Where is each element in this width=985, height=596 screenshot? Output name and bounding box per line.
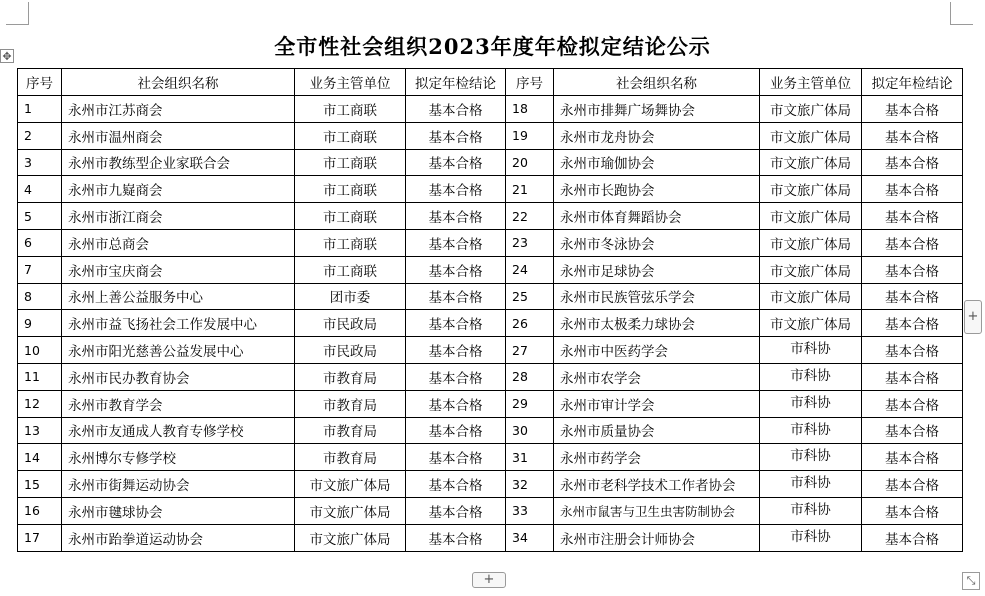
- left-dept-cell: 市教育局: [295, 390, 406, 417]
- right-name-cell: 永州市排舞广场舞协会: [554, 96, 760, 123]
- right-dept-cell: 市科协: [760, 444, 862, 471]
- right-dept-cell: 市文旅广体局: [760, 310, 862, 337]
- left-dept-cell: 市工商联: [295, 256, 406, 283]
- right-name-cell: 永州市药学会: [554, 444, 760, 471]
- left-no-cell: 3: [18, 149, 62, 176]
- add-row-plus-icon[interactable]: +: [472, 572, 506, 588]
- left-no-cell: 11: [18, 363, 62, 390]
- left-result-cell: 基本合格: [406, 524, 506, 551]
- table-row: [18, 149, 963, 176]
- right-result-cell: 基本合格: [862, 524, 963, 551]
- table-row: [18, 96, 963, 123]
- left-result-cell: 基本合格: [406, 96, 506, 123]
- right-no-cell: 30: [506, 417, 554, 444]
- header-cell: 序号: [18, 69, 62, 96]
- right-no-cell: 24: [506, 256, 554, 283]
- left-no-cell: 16: [18, 497, 62, 524]
- right-no-cell: 19: [506, 122, 554, 149]
- right-name-cell: 永州市太极柔力球协会: [554, 310, 760, 337]
- table-row: [18, 363, 963, 390]
- right-no-cell: 18: [506, 96, 554, 123]
- left-result-cell: 基本合格: [406, 444, 506, 471]
- right-no-cell: 22: [506, 203, 554, 230]
- table-body: [18, 96, 963, 552]
- left-name-cell: 永州市浙江商会: [62, 203, 295, 230]
- add-column-plus-icon[interactable]: +: [964, 300, 982, 334]
- left-result-cell: 基本合格: [406, 122, 506, 149]
- right-dept-cell: 市文旅广体局: [760, 96, 862, 123]
- left-dept-cell: 市工商联: [295, 176, 406, 203]
- right-no-cell: 28: [506, 363, 554, 390]
- table-row: [18, 390, 963, 417]
- table-row: [18, 497, 963, 524]
- left-dept-cell: 市文旅广体局: [295, 471, 406, 498]
- left-dept-cell: 市民政局: [295, 310, 406, 337]
- left-no-cell: 9: [18, 310, 62, 337]
- right-no-cell: 21: [506, 176, 554, 203]
- right-name-cell: 永州市中医药学会: [554, 337, 760, 364]
- right-result-cell: 基本合格: [862, 310, 963, 337]
- left-no-cell: 2: [18, 122, 62, 149]
- right-name-cell: 永州市足球协会: [554, 256, 760, 283]
- header-cell: 拟定年检结论: [862, 69, 963, 96]
- left-result-cell: 基本合格: [406, 283, 506, 310]
- right-result-cell: 基本合格: [862, 444, 963, 471]
- right-no-cell: 26: [506, 310, 554, 337]
- left-result-cell: 基本合格: [406, 149, 506, 176]
- header-cell: 业务主管单位: [295, 69, 406, 96]
- right-result-cell: 基本合格: [862, 203, 963, 230]
- left-result-cell: 基本合格: [406, 471, 506, 498]
- left-dept-cell: 市工商联: [295, 203, 406, 230]
- left-no-cell: 7: [18, 256, 62, 283]
- right-result-cell: 基本合格: [862, 337, 963, 364]
- right-no-cell: 23: [506, 229, 554, 256]
- left-no-cell: 10: [18, 337, 62, 364]
- left-result-cell: 基本合格: [406, 363, 506, 390]
- page-corner-top-left: [6, 2, 29, 25]
- left-result-cell: 基本合格: [406, 417, 506, 444]
- left-dept-cell: 市教育局: [295, 417, 406, 444]
- header-cell: 序号: [506, 69, 554, 96]
- page-corner-top-right: [950, 2, 973, 25]
- left-no-cell: 1: [18, 96, 62, 123]
- left-no-cell: 13: [18, 417, 62, 444]
- right-name-cell: 永州市体育舞蹈协会: [554, 203, 760, 230]
- table-row: [18, 524, 963, 551]
- right-no-cell: 25: [506, 283, 554, 310]
- right-dept-cell: 市文旅广体局: [760, 122, 862, 149]
- left-no-cell: 17: [18, 524, 62, 551]
- left-name-cell: 永州市民办教育协会: [62, 363, 295, 390]
- left-name-cell: 永州市温州商会: [62, 122, 295, 149]
- left-name-cell: 永州市教育学会: [62, 390, 295, 417]
- right-no-cell: 20: [506, 149, 554, 176]
- left-dept-cell: 市工商联: [295, 149, 406, 176]
- left-name-cell: 永州市友通成人教育专修学校: [62, 417, 295, 444]
- left-dept-cell: 市工商联: [295, 96, 406, 123]
- right-name-cell: 永州市注册会计师协会: [554, 524, 760, 551]
- right-no-cell: 32: [506, 471, 554, 498]
- right-no-cell: 31: [506, 444, 554, 471]
- right-result-cell: 基本合格: [862, 497, 963, 524]
- left-name-cell: 永州市益飞扬社会工作发展中心: [62, 310, 295, 337]
- left-result-cell: 基本合格: [406, 337, 506, 364]
- left-no-cell: 8: [18, 283, 62, 310]
- left-dept-cell: 团市委: [295, 283, 406, 310]
- right-name-cell: 永州市瑜伽协会: [554, 149, 760, 176]
- table-row: [18, 229, 963, 256]
- left-dept-cell: 市工商联: [295, 122, 406, 149]
- right-name-cell: 永州市长跑协会: [554, 176, 760, 203]
- left-result-cell: 基本合格: [406, 256, 506, 283]
- right-name-cell: 永州市质量协会: [554, 417, 760, 444]
- table-header-row: [18, 69, 963, 96]
- table-row: [18, 337, 963, 364]
- left-name-cell: 永州市宝庆商会: [62, 256, 295, 283]
- left-result-cell: 基本合格: [406, 176, 506, 203]
- table-row: [18, 283, 963, 310]
- right-dept-cell: 市科协: [760, 337, 862, 364]
- right-name-cell: 永州市农学会: [554, 363, 760, 390]
- left-result-cell: 基本合格: [406, 390, 506, 417]
- left-result-cell: 基本合格: [406, 310, 506, 337]
- right-dept-cell: 市科协: [760, 471, 862, 498]
- right-name-cell: 永州市老科学技术工作者协会: [554, 471, 760, 498]
- right-dept-cell: 市科协: [760, 390, 862, 417]
- right-dept-cell: 市文旅广体局: [760, 203, 862, 230]
- table-row: [18, 122, 963, 149]
- right-dept-cell: 市科协: [760, 417, 862, 444]
- right-result-cell: 基本合格: [862, 471, 963, 498]
- right-name-cell: 永州市民族管弦乐学会: [554, 283, 760, 310]
- right-dept-cell: 市科协: [760, 524, 862, 551]
- left-dept-cell: 市文旅广体局: [295, 524, 406, 551]
- table-move-icon[interactable]: ✥: [0, 49, 14, 63]
- right-no-cell: 33: [506, 497, 554, 524]
- right-dept-cell: 市文旅广体局: [760, 149, 862, 176]
- right-no-cell: 34: [506, 524, 554, 551]
- left-result-cell: 基本合格: [406, 229, 506, 256]
- right-result-cell: 基本合格: [862, 122, 963, 149]
- right-name-cell: 永州市龙舟协会: [554, 122, 760, 149]
- table-row: [18, 310, 963, 337]
- right-no-cell: 27: [506, 337, 554, 364]
- right-result-cell: 基本合格: [862, 256, 963, 283]
- left-name-cell: 永州市江苏商会: [62, 96, 295, 123]
- table-row: [18, 471, 963, 498]
- table-row: [18, 417, 963, 444]
- right-dept-cell: 市文旅广体局: [760, 256, 862, 283]
- left-dept-cell: 市教育局: [295, 363, 406, 390]
- left-no-cell: 15: [18, 471, 62, 498]
- left-dept-cell: 市文旅广体局: [295, 497, 406, 524]
- left-dept-cell: 市民政局: [295, 337, 406, 364]
- table-resize-icon[interactable]: ⤡: [962, 572, 980, 590]
- left-no-cell: 14: [18, 444, 62, 471]
- left-no-cell: 12: [18, 390, 62, 417]
- right-result-cell: 基本合格: [862, 390, 963, 417]
- left-dept-cell: 市工商联: [295, 229, 406, 256]
- left-no-cell: 5: [18, 203, 62, 230]
- right-result-cell: 基本合格: [862, 149, 963, 176]
- left-name-cell: 永州博尔专修学校: [62, 444, 295, 471]
- table-row: [18, 176, 963, 203]
- right-result-cell: 基本合格: [862, 229, 963, 256]
- right-result-cell: 基本合格: [862, 417, 963, 444]
- left-name-cell: 永州市九嶷商会: [62, 176, 295, 203]
- right-dept-cell: 市科协: [760, 497, 862, 524]
- left-name-cell: 永州市毽球协会: [62, 497, 295, 524]
- header-cell: 社会组织名称: [554, 69, 760, 96]
- header-cell: 拟定年检结论: [406, 69, 506, 96]
- right-result-cell: 基本合格: [862, 96, 963, 123]
- right-no-cell: 29: [506, 390, 554, 417]
- left-no-cell: 6: [18, 229, 62, 256]
- table-row: [18, 256, 963, 283]
- right-result-cell: 基本合格: [862, 176, 963, 203]
- right-dept-cell: 市文旅广体局: [760, 229, 862, 256]
- right-dept-cell: 市文旅广体局: [760, 176, 862, 203]
- left-name-cell: 永州市总商会: [62, 229, 295, 256]
- left-result-cell: 基本合格: [406, 203, 506, 230]
- right-name-cell: 永州市审计学会: [554, 390, 760, 417]
- annual-inspection-table: [17, 68, 963, 552]
- right-dept-cell: 市文旅广体局: [760, 283, 862, 310]
- left-result-cell: 基本合格: [406, 497, 506, 524]
- page-title: 全市性社会组织2023年度年检拟定结论公示: [274, 34, 711, 59]
- left-name-cell: 永州市阳光慈善公益发展中心: [62, 337, 295, 364]
- left-no-cell: 4: [18, 176, 62, 203]
- right-name-cell: 永州市冬泳协会: [554, 229, 760, 256]
- header-cell: 社会组织名称: [62, 69, 295, 96]
- left-name-cell: 永州市跆拳道运动协会: [62, 524, 295, 551]
- left-name-cell: 永州上善公益服务中心: [62, 283, 295, 310]
- right-result-cell: 基本合格: [862, 363, 963, 390]
- right-dept-cell: 市科协: [760, 363, 862, 390]
- left-name-cell: 永州市街舞运动协会: [62, 471, 295, 498]
- right-name-cell: 永州市鼠害与卫生虫害防制协会: [554, 497, 760, 524]
- right-result-cell: 基本合格: [862, 283, 963, 310]
- left-name-cell: 永州市教练型企业家联合会: [62, 149, 295, 176]
- left-dept-cell: 市教育局: [295, 444, 406, 471]
- header-cell: 业务主管单位: [760, 69, 862, 96]
- table-row: [18, 444, 963, 471]
- table-row: [18, 203, 963, 230]
